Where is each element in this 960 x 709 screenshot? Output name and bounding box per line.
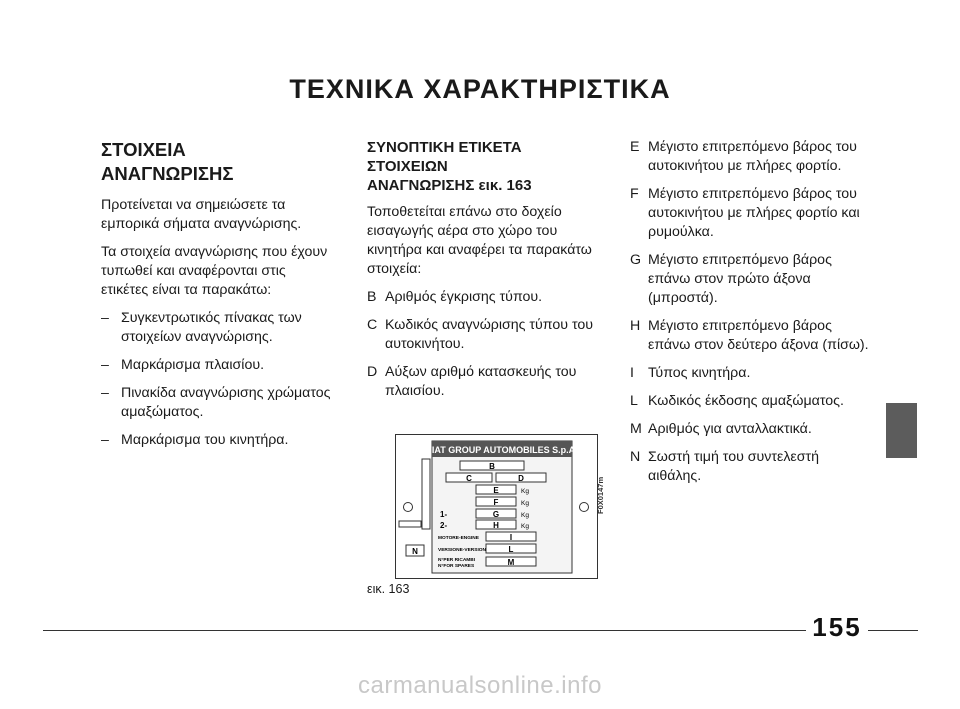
item-text: Μέγιστο επιτρεπόμενο βάρος επάνω στον δεύτερο άξονα (πίσω).	[648, 318, 869, 353]
spares-label: N°PER RICAMBI	[438, 558, 476, 563]
version-label: VERSIONE-VERSION	[438, 548, 486, 553]
identification-section	[101, 138, 331, 459]
item-letter: D	[367, 364, 378, 380]
item-text: Κωδικός έκδοσης αμαξώματος.	[648, 393, 844, 409]
section-tab	[886, 403, 917, 458]
list-text: Συγκεντρωτικός πίνακας των στοιχείων αναγνώρισης.	[121, 310, 302, 345]
paragraph: Τοποθετείται επάνω στο δοχείο εισαγωγής αέρα στο χώρο του κινητήρα και αναφέρει τα παρακάτω στοιχεία:	[367, 204, 592, 277]
spares-label: N°FOR SPARES	[438, 564, 475, 569]
item-letter: F	[630, 186, 639, 202]
page-number: 155	[812, 612, 862, 642]
item-letter: G	[630, 252, 642, 268]
figure-caption: εικ. 163	[367, 582, 410, 596]
list-item	[630, 420, 870, 439]
mount-hole-icon	[580, 503, 589, 512]
list-dash: –	[101, 357, 109, 373]
axle-1-label: 1-	[440, 510, 448, 519]
list-item	[101, 384, 331, 422]
field-h-letter: H	[493, 521, 499, 530]
item-text: Μέγιστο επιτρεπόμενο βάρος του αυτοκινήτου με πλήρες φορτίο.	[648, 139, 857, 174]
item-text: Σωστή τιμή του συντελεστή αιθάλης.	[648, 449, 820, 484]
heading-line: ΣΤΟΙΧΕΙΑ	[101, 139, 186, 160]
list-text: Μαρκάρισμα πλαισίου.	[121, 357, 265, 373]
item-text: Αριθμός έγκρισης τύπου.	[385, 289, 543, 305]
list-item	[367, 363, 603, 401]
list-dash: –	[101, 432, 109, 448]
field-b-letter: B	[489, 462, 495, 471]
list-item	[630, 317, 870, 355]
list-item	[101, 356, 331, 375]
list-item	[367, 288, 603, 307]
list-item	[630, 448, 870, 486]
unit-kg: Kg	[521, 512, 529, 519]
item-text: Μέγιστο επιτρεπόμενο βάρος επάνω στον πρώτο άξονα (μπροστά).	[648, 252, 832, 306]
heading-line: ΑΝΑΓΝΩΡΙΣΗΣ	[101, 163, 234, 184]
item-letter: L	[630, 393, 638, 409]
item-text: Μέγιστο επιτρεπόμενο βάρος του αυτοκινήτου με πλήρες φορτίο και ρυμούλκα.	[648, 186, 860, 240]
field-c-letter: C	[466, 474, 472, 483]
item-text: Κωδικός αναγνώρισης τύπου του αυτοκινήτου.	[385, 317, 594, 352]
axle-2-label: 2-	[440, 521, 448, 530]
item-letter: N	[630, 449, 641, 465]
page-title: ΤΕΧΝΙΚΑ ΧΑΡΑΚΤΗΡΙΣΤΙΚΑ	[289, 74, 671, 104]
paragraph: Προτείνεται να σημειώσετε τα εμπορικά σήματα αναγνώρισης.	[101, 197, 302, 232]
field-g-letter: G	[492, 510, 500, 519]
section-heading	[101, 138, 331, 186]
legend-section	[630, 138, 870, 495]
figure-code: F0X0147m	[596, 476, 605, 514]
watermark: carmanualsonline.info	[358, 672, 602, 699]
summary-label-section	[367, 138, 603, 410]
section-heading	[367, 138, 603, 195]
heading-line: ΣΥΝΟΠΤΙΚΗ ΕΤΙΚΕΤΑ	[367, 139, 522, 156]
list-dash: –	[101, 385, 109, 401]
label-illustration	[396, 435, 597, 578]
heading-line: ΣΤΟΙΧΕΙΩΝ	[367, 158, 448, 175]
item-text: Τύπος κινητήρα.	[648, 365, 751, 381]
list-item	[630, 364, 870, 383]
mount-slot	[399, 521, 421, 527]
label-header-text: FIAT GROUP AUTOMOBILES S.p.A.	[426, 445, 578, 455]
unit-kg: Kg	[521, 500, 529, 507]
list-item	[101, 309, 331, 347]
unit-kg: Kg	[521, 488, 529, 495]
field-i-letter: I	[509, 533, 513, 542]
list-item	[630, 392, 870, 411]
field-e-letter: E	[493, 486, 499, 495]
item-text: Αύξων αριθμό κατασκευής του πλαισίου.	[385, 364, 577, 399]
list-text: Πινακίδα αναγνώρισης χρώματος αμαξώματος.	[121, 385, 331, 420]
field-m-letter: M	[507, 558, 515, 567]
list-item	[630, 251, 870, 308]
list-dash: –	[101, 310, 109, 326]
heading-line: ΑΝΑΓΝΩΡΙΣΗΣ εικ. 163	[367, 177, 532, 194]
field-l-letter: L	[508, 545, 514, 554]
list-item	[630, 138, 870, 176]
unit-kg: Kg	[521, 523, 529, 530]
list-item	[630, 185, 870, 242]
engine-label: MOTORE-ENGINE	[438, 536, 479, 541]
item-letter: E	[630, 139, 640, 155]
list-item	[101, 431, 331, 450]
item-letter: H	[630, 318, 641, 334]
field-d-letter: D	[518, 474, 524, 483]
footer-rule	[43, 630, 806, 631]
item-text: Αριθμός για ανταλλακτικά.	[648, 421, 812, 437]
item-letter: M	[630, 421, 642, 437]
footer-rule	[868, 630, 918, 631]
list-text: Μαρκάρισμα του κινητήρα.	[121, 432, 289, 448]
list-item	[367, 316, 603, 354]
paragraph: Τα στοιχεία αναγνώρισης που έχουν τυπωθεί και αναφέρονται στις ετικέτες είναι τα παρακάτω:	[101, 244, 328, 298]
item-letter: I	[630, 365, 634, 381]
field-n-letter: N	[412, 547, 418, 556]
mount-hole-icon	[404, 503, 413, 512]
field-f-letter: F	[493, 498, 499, 507]
item-letter: B	[367, 289, 377, 305]
side-strip	[422, 459, 430, 529]
item-letter: C	[367, 317, 378, 333]
identification-label-figure	[395, 434, 598, 579]
